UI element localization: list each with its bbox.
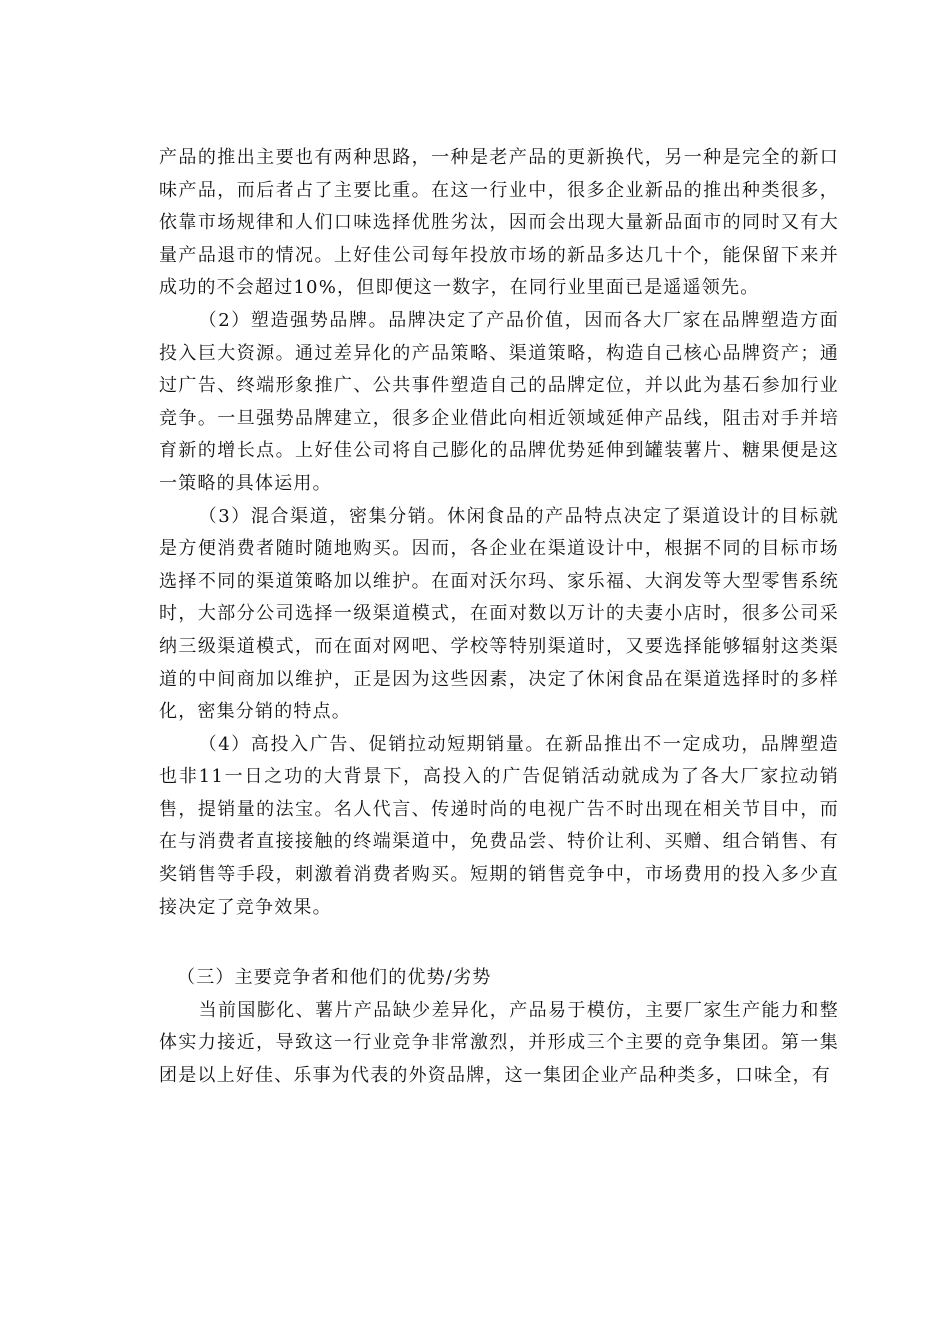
document-body xyxy=(159,142,839,1093)
paragraph-mixed-channels: （3）混合渠道，密集分销。休闲食品的产品特点决定了渠道设计的目标就是方便消费者随时随地购买。因而，各企业在渠道设计中，根据不同的目标市场选择不同的渠道策略加以维护。在面对沃尔玛、家乐福、大润发等大型零售系统时，大部分公司选择一级渠道模式，在面对数以万计的夫妻小店时，很多公司采纳三级渠道模式，而在面对网吧、学校等特别渠道时，又要选择能够辐射这类渠道的中间商加以维护，正是因为这些因素，决定了休闲食品在渠道选择时的多样化，密集分销的特点。 xyxy=(159,505,839,723)
paragraph-competitors: 当前国膨化、薯片产品缺少差异化，产品易于模仿，主要厂家生产能力和整体实力接近，导致这一行业竞争非常激烈，并形成三个主要的竞争集团。第一集团是以上好佳、乐事为代表的外资品牌，这一集团企业产品种类多，口味全，有 xyxy=(159,999,839,1087)
paragraph-advertising-promotion: （4）高投入广告、促销拉动短期销量。在新品推出不一定成功，品牌塑造也非11一日之功的大背景下，高投入的广告促销活动就成为了各大厂家拉动销售，提销量的法宝。名人代言、传递时尚的电视广告不时出现在相关节目中，而在与消费者直接接触的终端渠道中，免费品尝、特价让利、买赠、组合销售、有奖销售等手段，刺激着消费者购买。短期的销售竞争中，市场费用的投入多少直接决定了竞争效果。 xyxy=(159,733,839,918)
paragraph-brand-building: （2）塑造强势品牌。品牌决定了产品价值，因而各大厂家在品牌塑造方面投入巨大资源。通过差异化的产品策略、渠道策略，构造自己核心品牌资产；通过广告、终端形象推广、公共事件塑造自己的品牌定位，并以此为基石参加行业竞争。一旦强势品牌建立，很多企业借此向相近领域延伸产品线，阻击对手并培育新的增长点。上好佳公司将自己膨化的品牌优势延伸到罐装薯片、糖果便是这一策略的具体运用。 xyxy=(159,309,839,494)
section-heading-competitors: （三）主要竞争者和他们的优势/劣势 xyxy=(177,967,492,989)
paragraph-new-products: 产品的推出主要也有两种思路，一种是老产品的更新换代，另一种是完全的新口味产品，而后者占了主要比重。在这一行业中，很多企业新品的推出种类很多，依靠市场规律和人们口味选择优胜劣汰，因而会出现大量新品面市的同时又有大量产品退市的情况。上好佳公司每年投放市场的新品多达几十个，能保留下来并成功的不会超过10%，但即便这一数字，在同行业里面已是遥遥领先。 xyxy=(159,147,839,299)
